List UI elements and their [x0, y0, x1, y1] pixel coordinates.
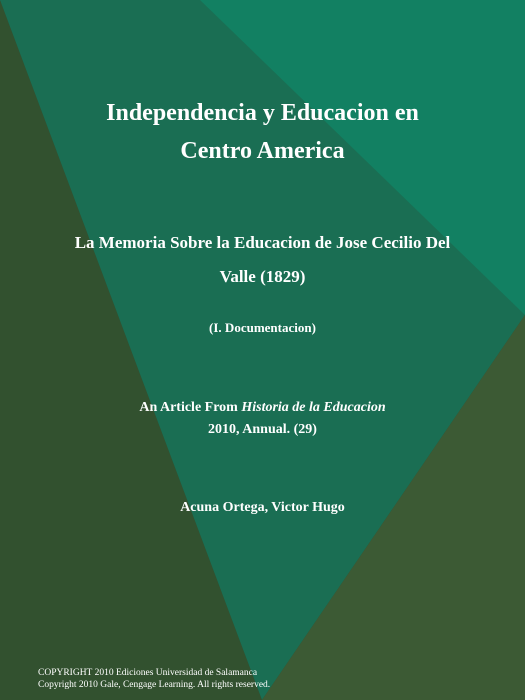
author-name: Acuna Ortega, Victor Hugo: [180, 500, 345, 515]
copyright-line-2: Copyright 2010 Gale, Cengage Learning. All rights reserved.: [38, 680, 271, 690]
source-prefix: An Article From: [139, 400, 242, 415]
subtitle-line-2: Valle (1829): [219, 267, 306, 286]
book-subtitle: [30, 226, 495, 294]
section-label: (I. Documentacion): [209, 320, 316, 335]
issue-info: 2010, Annual. (29): [208, 422, 317, 437]
journal-name: Historia de la Educacion: [241, 400, 386, 415]
source-info: [30, 397, 495, 441]
copyright-line-1: COPYRIGHT 2010 Ediciones Universidad de Salamanca: [38, 668, 258, 678]
subtitle-line-1: La Memoria Sobre la Educacion de Jose Cecilio Del: [74, 233, 451, 252]
source-line: [30, 397, 495, 419]
title-line-2: Centro America: [180, 138, 345, 164]
copyright-notice: [38, 667, 498, 691]
title-line-1: Independencia y Educacion en: [106, 100, 419, 126]
book-title: [30, 94, 495, 170]
